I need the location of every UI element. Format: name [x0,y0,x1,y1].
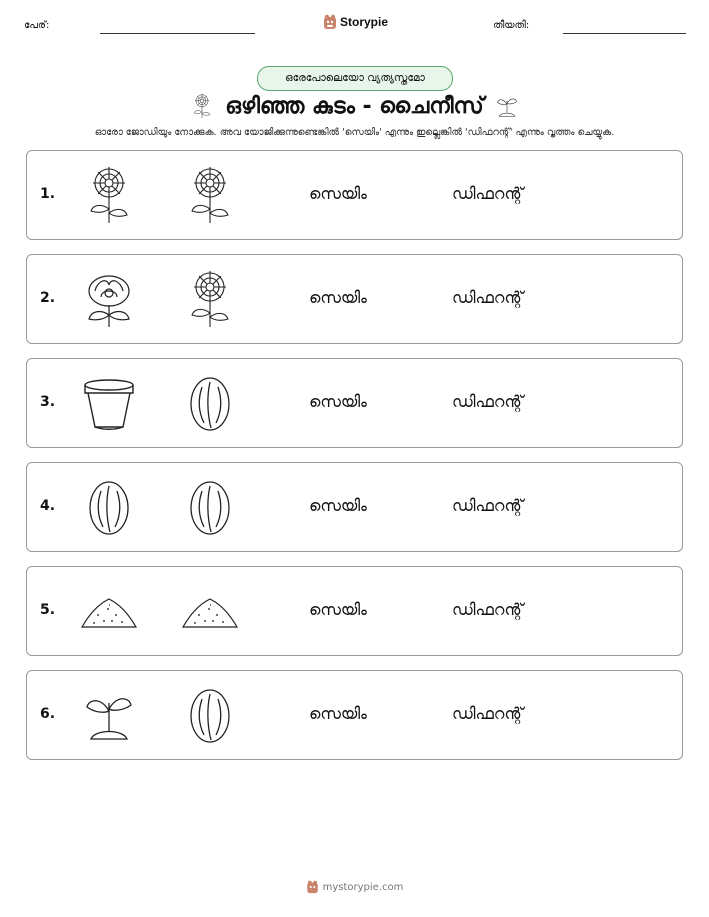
footer-url[interactable]: mystorypie.com [322,881,404,893]
seed-icon [180,685,240,745]
sprout-icon [79,685,139,745]
exercise-row-6 [26,670,683,760]
instructions: ഓരോ ജോഡിയും നോക്കുക. അവ യോജിക്കുന്നുണ്ടെങ്കിൽ 'സെയിം' എന്നും ഇല്ലെങ്കിൽ 'ഡിഫറന്റ്' എന്നും വൃത്തം ചെയ്യുക. [94,127,615,138]
row-number: 5. [40,602,56,618]
brand-name: Storypie [340,15,389,29]
exercise-row-2 [26,254,683,344]
different-option[interactable]: ഡിഫറന്റ് [452,704,524,723]
exercise-row-5 [26,566,683,656]
chrysanthemum-icon [79,165,139,225]
storypie-logo-icon [306,880,319,894]
page-title: ഒഴിഞ്ഞ കുടം - ചൈനീസ് [225,93,484,119]
row-number: 3. [40,394,56,410]
brand [323,14,388,30]
chrysanthemum-icon [180,165,240,225]
chrysanthemum-icon [189,91,215,121]
page-footer [0,880,709,894]
date-line[interactable] [563,33,686,34]
different-option[interactable]: ഡിഫറന്റ് [452,600,524,619]
exercise-row-4 [26,462,683,552]
soil-pile-icon [79,581,139,641]
seed-icon [180,373,240,433]
date-label: തീയതി: [493,20,530,31]
title-row [0,91,709,121]
same-option[interactable]: സെയിം [309,704,367,723]
soil-pile-icon [180,581,240,641]
seed-icon [180,477,240,537]
different-option[interactable]: ഡിഫറന്റ് [452,184,524,203]
row-number: 4. [40,498,56,514]
different-option[interactable]: ഡിഫറന്റ് [452,288,524,307]
sprout-icon [494,91,520,121]
exercise-row-3 [26,358,683,448]
peony-icon [79,269,139,329]
exercise-row-1 [26,150,683,240]
row-number: 6. [40,706,56,722]
chrysanthemum-icon [180,269,240,329]
different-option[interactable]: ഡിഫറന്റ് [452,496,524,515]
same-option[interactable]: സെയിം [309,496,367,515]
same-option[interactable]: സെയിം [309,392,367,411]
different-option[interactable]: ഡിഫറന്റ് [452,392,524,411]
same-option[interactable]: സെയിം [309,184,367,203]
seed-icon [79,477,139,537]
page-header [0,14,709,38]
pot-icon [79,373,139,433]
row-number: 1. [40,186,56,202]
storypie-logo-icon [323,14,337,30]
same-option[interactable]: സെയിം [309,600,367,619]
name-line[interactable] [100,33,255,34]
row-number: 2. [40,290,56,306]
same-option[interactable]: സെയിം [309,288,367,307]
category-badge: ഒരേപോലെയോ വ്യത്യസ്തമോ [257,66,453,91]
name-label: പേര്: [24,20,50,31]
